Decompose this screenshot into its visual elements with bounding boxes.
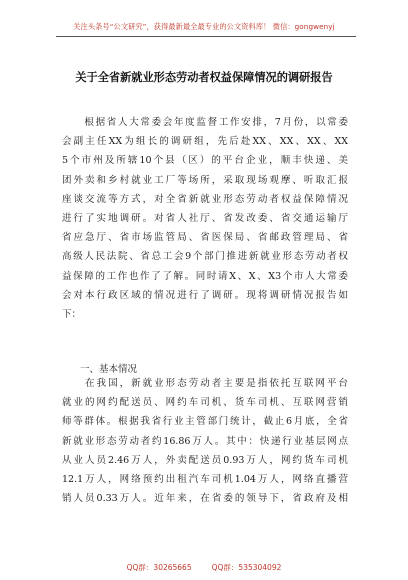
paragraph-2 [62, 374, 348, 508]
paragraph-1 [62, 113, 348, 324]
section-heading: 一、基本情况 [80, 364, 138, 375]
paragraph-line: 高级人民法院、省总工会9个部门推进新就业形态劳动者权 [62, 251, 348, 263]
paragraph-line: 下： [62, 308, 82, 320]
header-note: 关注头条号“公文研究”，获得最新最全最专业的公文资料库！ 微信：gongwenyj [73, 22, 335, 31]
paragraph-line: 座谈交流等方式，对全省新就业形态劳动者权益保障情况 [62, 193, 348, 205]
paragraph-line: 销人员0.33万人。近年来，在省委的领导下，省政府及相 [62, 493, 348, 505]
paragraph-line: 就业的网约配送员、网约车司机、货车司机、互联网营销 [62, 397, 348, 409]
paragraph-line: 省应急厅、省市场监管局、省医保局、省邮政管理局、省 [62, 232, 348, 244]
paragraph-line: 12.1万人，网络预约出租汽车司机1.04万人，网络直播营 [62, 473, 348, 485]
paragraph-line: 5个市州及所辖10个县（区）的平台企业，顺丰快递、美 [62, 155, 348, 167]
paragraph-line: 团外卖和乡村就业工厂等场所，采取现场观摩、听取汇报 [62, 174, 348, 186]
document-title: 关于全省新就业形态劳动者权益保障情况的调研报告 [75, 71, 333, 84]
paragraph-line: 会副主任XX为组长的调研组，先后赴XX、XX、XX、XX [62, 136, 348, 148]
paragraph-line: 进行了实地调研。对省人社厅、省发改委、省交通运输厅 [62, 212, 348, 224]
paragraph-line: 新就业形态劳动者约16.86万人。其中：快递行业基层网点 [62, 435, 348, 447]
paragraph-line: 在我国，新就业形态劳动者主要是指依托互联网平台 [62, 378, 348, 389]
footer-contact [0, 562, 408, 573]
header-divider [56, 36, 356, 37]
paragraph-line: 师等群体。根据我省行业主管部门统计，截止6月底，全省 [62, 416, 348, 428]
paragraph-line: 益保障的工作也作了了解。同时请X、X、X3个市人大常委 [62, 270, 348, 282]
paragraph-line: 根据省人大常委会年度监督工作安排，7月份，以常委 [62, 117, 348, 128]
paragraph-line: 会对本行政区域的情况进行了调研。现将调研情况报告如 [62, 289, 348, 301]
paragraph-line: 从业人员2.46万人，外卖配送员0.93万人，网约货车司机 [62, 454, 348, 466]
footer-qq-group-2: QQ群：535304092 [211, 563, 282, 572]
footer-qq-group-1: QQ群：30265665 [126, 563, 192, 572]
